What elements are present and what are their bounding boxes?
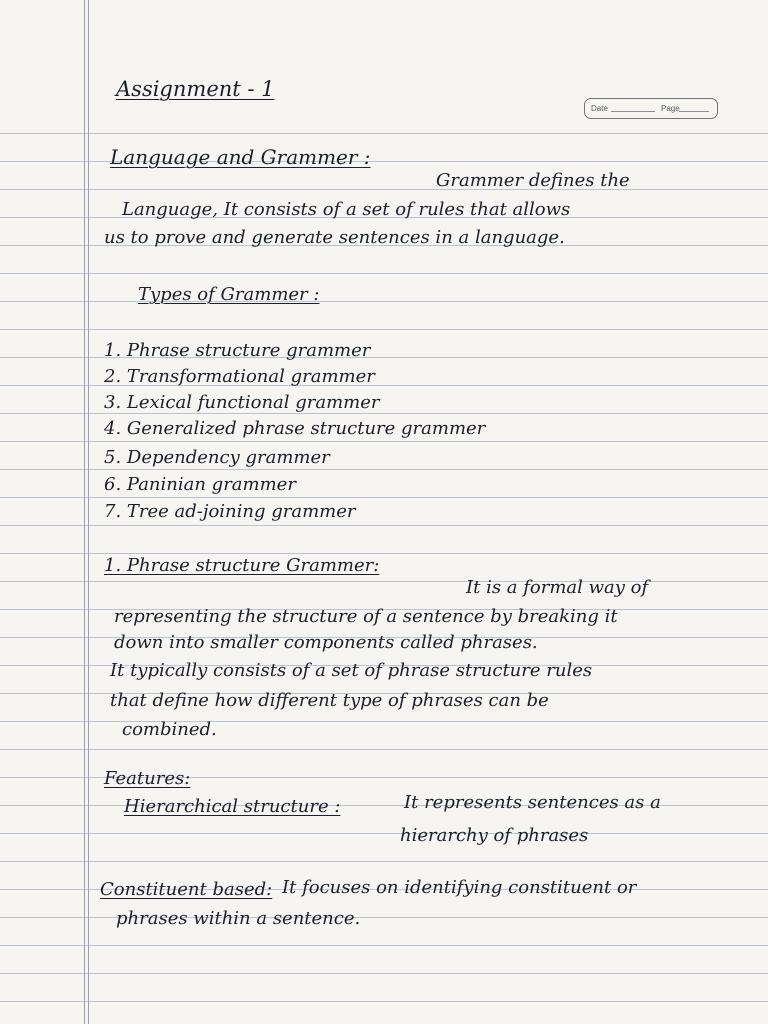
body-line: Language, It consists of a set of rules that allows bbox=[122, 199, 571, 220]
body-line: It is a formal way of bbox=[466, 577, 649, 598]
body-line: combined. bbox=[122, 719, 217, 740]
body-line: us to prove and generate sentences in a language. bbox=[104, 227, 565, 248]
feature-text: It focuses on identifying constituent or bbox=[282, 877, 637, 898]
page-label: Page bbox=[661, 104, 680, 113]
section-heading-language-grammar: Language and Grammer : bbox=[110, 145, 371, 169]
features-heading: Features: bbox=[104, 768, 191, 789]
body-line: down into smaller components called phrases. bbox=[114, 632, 538, 653]
body-line: representing the structure of a sentence by breaking it bbox=[114, 606, 618, 627]
body-line: It typically consists of a set of phrase structure rules bbox=[110, 660, 593, 681]
page-blank bbox=[679, 111, 709, 112]
body-line: that define how different type of phrases can be bbox=[110, 690, 549, 711]
list-item: 5. Dependency grammer bbox=[104, 447, 330, 468]
list-item: 3. Lexical functional grammer bbox=[104, 392, 380, 413]
section-heading-phrase-structure: 1. Phrase structure Grammer: bbox=[104, 555, 380, 576]
date-page-box bbox=[584, 98, 718, 119]
margin-line bbox=[88, 0, 89, 1024]
assignment-title: Assignment - 1 bbox=[116, 77, 275, 101]
list-item: 2. Transformational grammer bbox=[104, 366, 375, 387]
list-item: 4. Generalized phrase structure grammer bbox=[104, 418, 486, 439]
feature-text: hierarchy of phrases bbox=[400, 825, 589, 846]
list-item: 7. Tree ad-joining grammer bbox=[104, 501, 356, 522]
feature-text: It represents sentences as a bbox=[404, 792, 661, 813]
types-heading: Types of Grammer : bbox=[138, 284, 320, 305]
list-item: 6. Paninian grammer bbox=[104, 474, 296, 495]
margin-line bbox=[84, 0, 85, 1024]
list-item: 1. Phrase structure grammer bbox=[104, 340, 371, 361]
feature-label-hierarchical: Hierarchical structure : bbox=[124, 796, 341, 817]
date-blank bbox=[611, 111, 655, 112]
feature-label-constituent: Constituent based: bbox=[100, 879, 273, 900]
date-label: Date bbox=[591, 104, 608, 113]
feature-text: phrases within a sentence. bbox=[116, 908, 361, 929]
body-line: Grammer defines the bbox=[436, 170, 630, 191]
